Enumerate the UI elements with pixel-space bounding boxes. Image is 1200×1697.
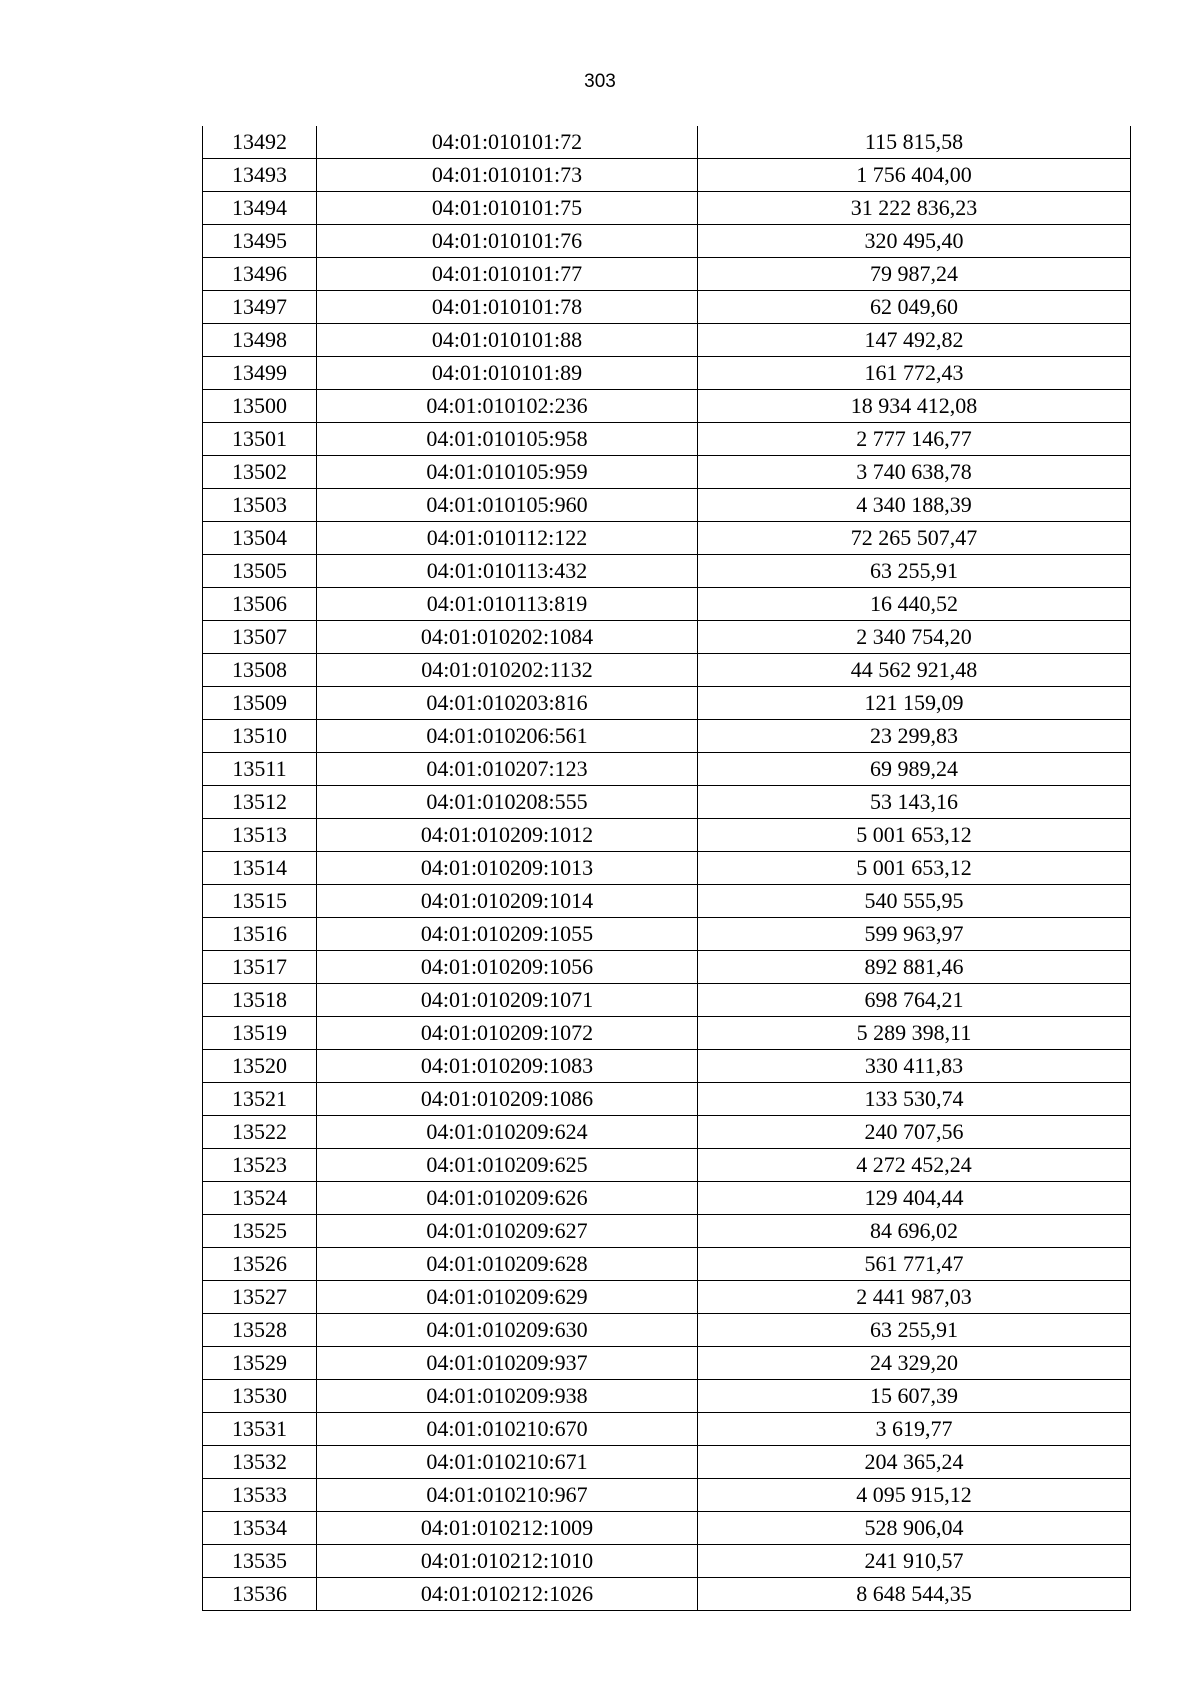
cadastral-value-cell: 115 815,58 bbox=[698, 126, 1131, 159]
cadastral-value-cell: 4 340 188,39 bbox=[698, 489, 1131, 522]
cadastral-value-cell: 240 707,56 bbox=[698, 1116, 1131, 1149]
cadastral-value-cell: 121 159,09 bbox=[698, 687, 1131, 720]
cadastral-number-cell: 04:01:010212:1009 bbox=[317, 1512, 698, 1545]
cadastral-number-cell: 04:01:010101:78 bbox=[317, 291, 698, 324]
row-number-cell: 13509 bbox=[203, 687, 317, 720]
cadastral-number-cell: 04:01:010202:1132 bbox=[317, 654, 698, 687]
page-number: 303 bbox=[584, 71, 616, 92]
table-row bbox=[203, 1182, 1131, 1215]
table-row bbox=[203, 126, 1131, 159]
row-number-cell: 13501 bbox=[203, 423, 317, 456]
cadastral-number-cell: 04:01:010203:816 bbox=[317, 687, 698, 720]
cadastral-value-cell: 5 001 653,12 bbox=[698, 852, 1131, 885]
cadastral-number-cell: 04:01:010105:960 bbox=[317, 489, 698, 522]
cadastral-number-cell: 04:01:010210:671 bbox=[317, 1446, 698, 1479]
cadastral-value-cell: 528 906,04 bbox=[698, 1512, 1131, 1545]
table-row bbox=[203, 1347, 1131, 1380]
row-number-cell: 13502 bbox=[203, 456, 317, 489]
row-number-cell: 13521 bbox=[203, 1083, 317, 1116]
cadastral-value-cell: 84 696,02 bbox=[698, 1215, 1131, 1248]
cadastral-number-cell: 04:01:010206:561 bbox=[317, 720, 698, 753]
cadastral-number-cell: 04:01:010101:76 bbox=[317, 225, 698, 258]
row-number-cell: 13512 bbox=[203, 786, 317, 819]
cadastral-value-cell: 599 963,97 bbox=[698, 918, 1131, 951]
cadastral-value-cell: 320 495,40 bbox=[698, 225, 1131, 258]
cadastral-number-cell: 04:01:010209:1071 bbox=[317, 984, 698, 1017]
cadastral-number-cell: 04:01:010101:73 bbox=[317, 159, 698, 192]
cadastral-number-cell: 04:01:010101:75 bbox=[317, 192, 698, 225]
row-number-cell: 13524 bbox=[203, 1182, 317, 1215]
cadastral-value-cell: 23 299,83 bbox=[698, 720, 1131, 753]
table-row bbox=[203, 1545, 1131, 1578]
row-number-cell: 13525 bbox=[203, 1215, 317, 1248]
table-row bbox=[203, 786, 1131, 819]
cadastral-value-cell: 44 562 921,48 bbox=[698, 654, 1131, 687]
cadastral-value-cell: 129 404,44 bbox=[698, 1182, 1131, 1215]
cadastral-number-cell: 04:01:010209:1013 bbox=[317, 852, 698, 885]
cadastral-value-cell: 147 492,82 bbox=[698, 324, 1131, 357]
table-row bbox=[203, 588, 1131, 621]
cadastral-value-cell: 53 143,16 bbox=[698, 786, 1131, 819]
row-number-cell: 13516 bbox=[203, 918, 317, 951]
row-number-cell: 13515 bbox=[203, 885, 317, 918]
cadastral-value-cell: 15 607,39 bbox=[698, 1380, 1131, 1413]
table-row bbox=[203, 1446, 1131, 1479]
row-number-cell: 13520 bbox=[203, 1050, 317, 1083]
cadastral-value-cell: 561 771,47 bbox=[698, 1248, 1131, 1281]
cadastral-number-cell: 04:01:010212:1026 bbox=[317, 1578, 698, 1611]
row-number-cell: 13503 bbox=[203, 489, 317, 522]
row-number-cell: 13528 bbox=[203, 1314, 317, 1347]
cadastral-value-cell: 2 441 987,03 bbox=[698, 1281, 1131, 1314]
cadastral-value-cell: 24 329,20 bbox=[698, 1347, 1131, 1380]
cadastral-number-cell: 04:01:010209:625 bbox=[317, 1149, 698, 1182]
row-number-cell: 13523 bbox=[203, 1149, 317, 1182]
table-row bbox=[203, 456, 1131, 489]
cadastral-number-cell: 04:01:010105:958 bbox=[317, 423, 698, 456]
row-number-cell: 13534 bbox=[203, 1512, 317, 1545]
table-row bbox=[203, 1578, 1131, 1611]
cadastral-number-cell: 04:01:010209:1056 bbox=[317, 951, 698, 984]
row-number-cell: 13513 bbox=[203, 819, 317, 852]
table-row bbox=[203, 555, 1131, 588]
cadastral-value-cell: 4 095 915,12 bbox=[698, 1479, 1131, 1512]
cadastral-number-cell: 04:01:010209:626 bbox=[317, 1182, 698, 1215]
cadastral-number-cell: 04:01:010101:77 bbox=[317, 258, 698, 291]
cadastral-number-cell: 04:01:010105:959 bbox=[317, 456, 698, 489]
row-number-cell: 13505 bbox=[203, 555, 317, 588]
cadastral-value-table bbox=[202, 126, 1131, 1611]
row-number-cell: 13522 bbox=[203, 1116, 317, 1149]
cadastral-value-cell: 8 648 544,35 bbox=[698, 1578, 1131, 1611]
row-number-cell: 13536 bbox=[203, 1578, 317, 1611]
cadastral-value-cell: 79 987,24 bbox=[698, 258, 1131, 291]
table-row bbox=[203, 1248, 1131, 1281]
cadastral-number-cell: 04:01:010102:236 bbox=[317, 390, 698, 423]
cadastral-value-cell: 2 340 754,20 bbox=[698, 621, 1131, 654]
cadastral-value-cell: 330 411,83 bbox=[698, 1050, 1131, 1083]
table-row bbox=[203, 918, 1131, 951]
cadastral-value-cell: 63 255,91 bbox=[698, 1314, 1131, 1347]
table-row bbox=[203, 1050, 1131, 1083]
cadastral-number-cell: 04:01:010207:123 bbox=[317, 753, 698, 786]
cadastral-number-cell: 04:01:010209:1012 bbox=[317, 819, 698, 852]
row-number-cell: 13492 bbox=[203, 126, 317, 159]
cadastral-number-cell: 04:01:010101:72 bbox=[317, 126, 698, 159]
cadastral-number-cell: 04:01:010101:88 bbox=[317, 324, 698, 357]
table-row bbox=[203, 654, 1131, 687]
cadastral-value-cell: 204 365,24 bbox=[698, 1446, 1131, 1479]
table-row bbox=[203, 1215, 1131, 1248]
table-row bbox=[203, 984, 1131, 1017]
cadastral-number-cell: 04:01:010101:89 bbox=[317, 357, 698, 390]
cadastral-number-cell: 04:01:010209:630 bbox=[317, 1314, 698, 1347]
cadastral-value-cell: 4 272 452,24 bbox=[698, 1149, 1131, 1182]
row-number-cell: 13510 bbox=[203, 720, 317, 753]
row-number-cell: 13526 bbox=[203, 1248, 317, 1281]
cadastral-value-cell: 16 440,52 bbox=[698, 588, 1131, 621]
cadastral-number-cell: 04:01:010209:1086 bbox=[317, 1083, 698, 1116]
table-row bbox=[203, 819, 1131, 852]
table-row bbox=[203, 720, 1131, 753]
cadastral-number-cell: 04:01:010202:1084 bbox=[317, 621, 698, 654]
row-number-cell: 13500 bbox=[203, 390, 317, 423]
row-number-cell: 13507 bbox=[203, 621, 317, 654]
row-number-cell: 13495 bbox=[203, 225, 317, 258]
cadastral-number-cell: 04:01:010209:629 bbox=[317, 1281, 698, 1314]
row-number-cell: 13533 bbox=[203, 1479, 317, 1512]
cadastral-value-cell: 133 530,74 bbox=[698, 1083, 1131, 1116]
cadastral-number-cell: 04:01:010210:670 bbox=[317, 1413, 698, 1446]
cadastral-number-cell: 04:01:010112:122 bbox=[317, 522, 698, 555]
table-row bbox=[203, 423, 1131, 456]
table-row bbox=[203, 852, 1131, 885]
cadastral-value-cell: 5 001 653,12 bbox=[698, 819, 1131, 852]
row-number-cell: 13493 bbox=[203, 159, 317, 192]
cadastral-value-cell: 3 619,77 bbox=[698, 1413, 1131, 1446]
row-number-cell: 13517 bbox=[203, 951, 317, 984]
row-number-cell: 13497 bbox=[203, 291, 317, 324]
cadastral-value-cell: 540 555,95 bbox=[698, 885, 1131, 918]
table-row bbox=[203, 489, 1131, 522]
table-row bbox=[203, 1479, 1131, 1512]
cadastral-value-cell: 72 265 507,47 bbox=[698, 522, 1131, 555]
cadastral-value-cell: 2 777 146,77 bbox=[698, 423, 1131, 456]
cadastral-number-cell: 04:01:010209:1083 bbox=[317, 1050, 698, 1083]
cadastral-number-cell: 04:01:010209:1014 bbox=[317, 885, 698, 918]
cadastral-value-cell: 31 222 836,23 bbox=[698, 192, 1131, 225]
cadastral-number-cell: 04:01:010212:1010 bbox=[317, 1545, 698, 1578]
cadastral-number-cell: 04:01:010209:627 bbox=[317, 1215, 698, 1248]
cadastral-number-cell: 04:01:010209:937 bbox=[317, 1347, 698, 1380]
table-row bbox=[203, 687, 1131, 720]
row-number-cell: 13498 bbox=[203, 324, 317, 357]
table-row bbox=[203, 1149, 1131, 1182]
table-row bbox=[203, 1413, 1131, 1446]
table-row bbox=[203, 1314, 1131, 1347]
table-row bbox=[203, 390, 1131, 423]
row-number-cell: 13530 bbox=[203, 1380, 317, 1413]
table-row bbox=[203, 258, 1131, 291]
cadastral-number-cell: 04:01:010209:1072 bbox=[317, 1017, 698, 1050]
row-number-cell: 13508 bbox=[203, 654, 317, 687]
cadastral-number-cell: 04:01:010210:967 bbox=[317, 1479, 698, 1512]
cadastral-value-cell: 698 764,21 bbox=[698, 984, 1131, 1017]
table-row bbox=[203, 357, 1131, 390]
table-row bbox=[203, 621, 1131, 654]
cadastral-value-cell: 18 934 412,08 bbox=[698, 390, 1131, 423]
row-number-cell: 13532 bbox=[203, 1446, 317, 1479]
row-number-cell: 13499 bbox=[203, 357, 317, 390]
table-row bbox=[203, 1512, 1131, 1545]
cadastral-value-cell: 161 772,43 bbox=[698, 357, 1131, 390]
table-row bbox=[203, 225, 1131, 258]
cadastral-value-cell: 892 881,46 bbox=[698, 951, 1131, 984]
cadastral-value-cell: 1 756 404,00 bbox=[698, 159, 1131, 192]
cadastral-value-cell: 69 989,24 bbox=[698, 753, 1131, 786]
cadastral-number-cell: 04:01:010208:555 bbox=[317, 786, 698, 819]
table-row bbox=[203, 159, 1131, 192]
table-row bbox=[203, 1380, 1131, 1413]
row-number-cell: 13519 bbox=[203, 1017, 317, 1050]
table-row bbox=[203, 753, 1131, 786]
row-number-cell: 13514 bbox=[203, 852, 317, 885]
table-row bbox=[203, 291, 1131, 324]
cadastral-value-cell: 5 289 398,11 bbox=[698, 1017, 1131, 1050]
table-row bbox=[203, 1116, 1131, 1149]
cadastral-value-cell: 3 740 638,78 bbox=[698, 456, 1131, 489]
row-number-cell: 13494 bbox=[203, 192, 317, 225]
row-number-cell: 13511 bbox=[203, 753, 317, 786]
row-number-cell: 13531 bbox=[203, 1413, 317, 1446]
row-number-cell: 13527 bbox=[203, 1281, 317, 1314]
table-body bbox=[203, 126, 1131, 1611]
table-row bbox=[203, 1017, 1131, 1050]
table-row bbox=[203, 885, 1131, 918]
cadastral-number-cell: 04:01:010209:938 bbox=[317, 1380, 698, 1413]
cadastral-number-cell: 04:01:010209:1055 bbox=[317, 918, 698, 951]
table-row bbox=[203, 951, 1131, 984]
row-number-cell: 13535 bbox=[203, 1545, 317, 1578]
row-number-cell: 13518 bbox=[203, 984, 317, 1017]
table-row bbox=[203, 1281, 1131, 1314]
table-row bbox=[203, 1083, 1131, 1116]
cadastral-number-cell: 04:01:010209:624 bbox=[317, 1116, 698, 1149]
row-number-cell: 13504 bbox=[203, 522, 317, 555]
table-row bbox=[203, 192, 1131, 225]
row-number-cell: 13496 bbox=[203, 258, 317, 291]
cadastral-number-cell: 04:01:010113:432 bbox=[317, 555, 698, 588]
row-number-cell: 13529 bbox=[203, 1347, 317, 1380]
table-row bbox=[203, 324, 1131, 357]
cadastral-value-cell: 241 910,57 bbox=[698, 1545, 1131, 1578]
cadastral-value-cell: 63 255,91 bbox=[698, 555, 1131, 588]
cadastral-number-cell: 04:01:010113:819 bbox=[317, 588, 698, 621]
cadastral-number-cell: 04:01:010209:628 bbox=[317, 1248, 698, 1281]
table-row bbox=[203, 522, 1131, 555]
cadastral-value-cell: 62 049,60 bbox=[698, 291, 1131, 324]
row-number-cell: 13506 bbox=[203, 588, 317, 621]
